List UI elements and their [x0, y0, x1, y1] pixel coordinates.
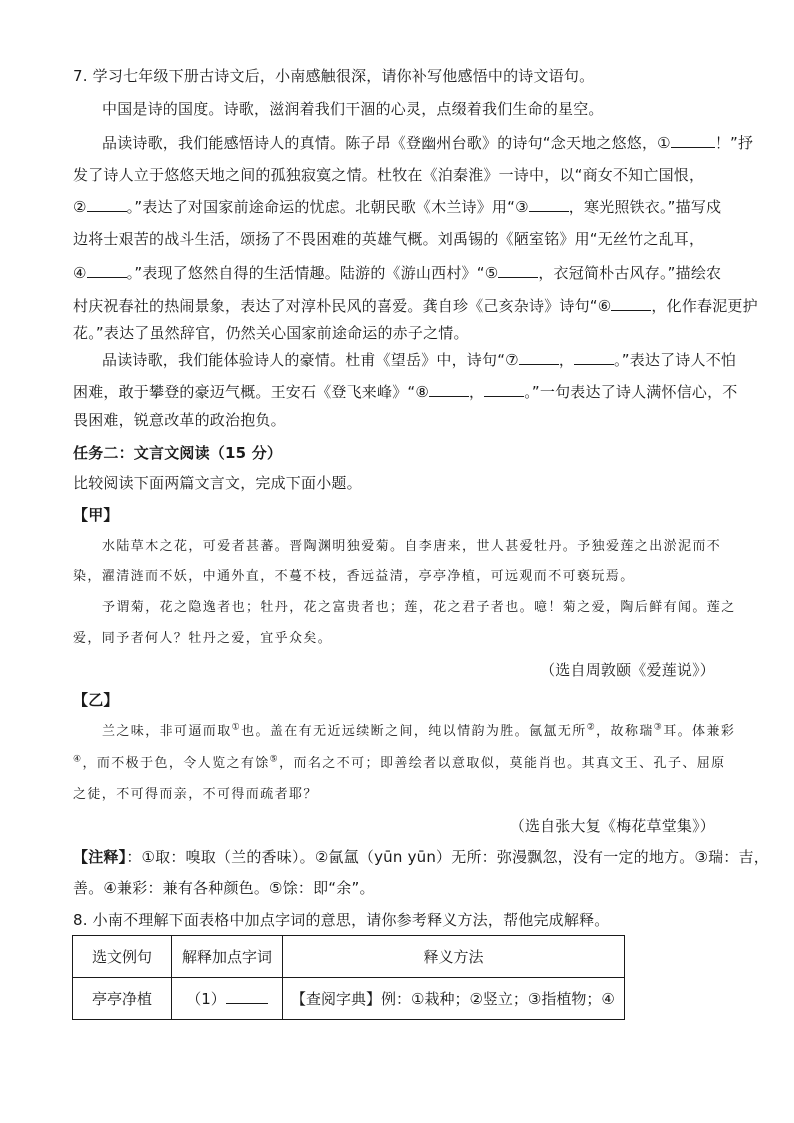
task2-intro: 比较阅读下面两篇文言文，完成下面小题。 — [73, 474, 362, 492]
answer-blank-1[interactable] — [671, 132, 715, 148]
note-ref-5: ⑤ — [269, 754, 280, 765]
table-cell-answer — [172, 978, 283, 1020]
answer-blank-8b[interactable] — [484, 381, 524, 397]
text-segment: ，而不极于色，令人览之有馀 — [82, 756, 270, 771]
note-ref-4: ④ — [73, 754, 83, 765]
answer-blank-2[interactable] — [87, 196, 127, 212]
text-segment: ，寒光照铁衣。”描写戍 — [568, 198, 722, 216]
table-cell-method: 【查阅字典】例：①栽种；②竖立；③指植物；④ — [283, 978, 625, 1020]
jia-source: （选自周敦颐《爱莲说》） — [540, 661, 715, 679]
answer-blank-table-1[interactable] — [226, 988, 268, 1004]
answer-blank-7a[interactable] — [519, 349, 559, 365]
text-segment: ② — [73, 198, 87, 216]
notes-line-2: 善。④兼彩：兼有各种颜色。⑤馀：即“余”。 — [73, 879, 375, 897]
table-header: 选文例句 — [73, 936, 172, 978]
text-segment: ④ — [73, 264, 87, 282]
q7-p3-line-1 — [102, 349, 736, 370]
text-segment: 兰之味，非可逼而取 — [102, 724, 232, 739]
q7-p3-line-3: 畏困难，锐意改革的政治抱负。 — [73, 411, 286, 429]
table-cell-example: 亭亭净植 — [73, 978, 172, 1020]
text-segment: 也。盖在有无近远续断之间，纯以情韵为胜。氤氲无所 — [241, 724, 587, 739]
note-ref-3: ③ — [653, 722, 664, 733]
q7-p2-line-3 — [73, 196, 721, 217]
jia-text-line-2: 染，濯清涟而不妖，中通外直，不蔓不枝，香远益清，亭亭净植，可远观而不可亵玩焉。 — [73, 569, 635, 584]
text-segment: ，衣冠简朴古风存。”描绘农 — [538, 264, 722, 282]
text-segment: ，故称瑞 — [596, 724, 654, 739]
text-segment: 品读诗歌，我们能感悟诗人的真情。陈子昂《登幽州台歌》的诗句“念天地之悠悠，① — [102, 134, 671, 152]
q7-p2-line-1 — [102, 132, 753, 153]
text-segment: ， — [469, 383, 485, 401]
table-header: 释义方法 — [283, 936, 625, 978]
text-segment: 。”表达了诗人不怕 — [614, 351, 737, 369]
table-row — [73, 978, 625, 1020]
note-ref-1: ① — [231, 722, 242, 733]
q7-stem: 7. 学习七年级下册古诗文后，小南感触很深，请你补写他感悟中的诗文语句。 — [73, 67, 595, 85]
text-segment: ：①取：嗅取（兰的香味）。②氤氲（yūn yūn）无所：弥漫飘忽，没有一定的地方。③瑞：吉， — [126, 848, 769, 866]
q7-p2-line-7: 花。”表达了虽然辞官，仍然关心国家前途命运的赤子之情。 — [73, 324, 469, 342]
text-segment: 村庆祝春社的热闹景象，表达了对淳朴民风的喜爱。龚自珍《己亥杂诗》诗句“⑥ — [73, 297, 612, 315]
q7-p2-line-6 — [73, 295, 758, 316]
table-header: 解释加点字词 — [172, 936, 283, 978]
text-segment: ！”抒 — [714, 134, 754, 152]
yi-source: （选自张大复《梅花草堂集》） — [509, 817, 715, 835]
text-segment: ，化作春泥更护 — [651, 297, 758, 315]
q8-stem: 8. 小南不理解下面表格中加点字词的意思，请你参考释义方法，帮他完成解释。 — [73, 911, 610, 929]
answer-blank-8a[interactable] — [429, 381, 469, 397]
text-segment: 耳。体兼彩 — [663, 724, 736, 739]
text-segment: 。”一句表达了诗人满怀信心，不 — [524, 383, 738, 401]
q7-p2-line-4: 边将士艰苦的战斗生活，颂扬了不畏困难的英雄气概。刘禹锡的《陋室铭》用“无丝竹之乱耳， — [73, 230, 705, 248]
text-segment: 困难，敢于攀登的豪迈气概。王安石《登飞来峰》“⑧ — [73, 383, 430, 401]
jia-label: 【甲】 — [73, 506, 119, 524]
task2-heading: 任务二：文言文阅读（15 分） — [73, 444, 283, 462]
text-segment: 。”表现了悠然自得的生活情趣。陆游的《游山西村》“⑤ — [126, 264, 499, 282]
answer-blank-3[interactable] — [529, 196, 569, 212]
notes-label: 【注释】 — [73, 848, 127, 866]
q7-p3-line-2 — [73, 381, 738, 402]
table-header-row — [73, 936, 625, 978]
text-segment: ，而名之不可；即善绘者以意取似，莫能肖也。其真文王、孔子、屈原 — [279, 756, 726, 771]
jia-text-line-3: 予谓菊，花之隐逸者也；牡丹，花之富贵者也；莲，花之君子者也。噫！菊之爱，陶后鲜有闻。莲之 — [102, 600, 736, 615]
yi-text-line-3: 之徒，不可得而亲，不可得而疏者耶？ — [73, 787, 318, 802]
yi-text-line-1 — [102, 722, 735, 742]
q7-p2-line-5 — [73, 262, 721, 283]
jia-text-line-4: 爱，同予者何人？牡丹之爱，宜乎众矣。 — [73, 631, 333, 646]
answer-blank-5[interactable] — [498, 262, 538, 278]
answer-blank-4[interactable] — [87, 262, 127, 278]
answer-blank-7b[interactable] — [574, 349, 614, 365]
q7-paragraph-1: 中国是诗的国度。诗歌，滋润着我们干涸的心灵，点缀着我们生命的星空。 — [102, 100, 604, 118]
answer-blank-6[interactable] — [611, 295, 651, 311]
text-segment: 品读诗歌，我们能体验诗人的豪情。杜甫《望岳》中，诗句“⑦ — [102, 351, 519, 369]
note-ref-2: ② — [586, 722, 597, 733]
text-segment: ， — [558, 351, 575, 369]
yi-text-line-2 — [73, 754, 726, 774]
text-segment: 。”表达了对国家前途命运的忧虑。北朝民歌《木兰诗》用“③ — [126, 198, 529, 216]
yi-label: 【乙】 — [73, 691, 119, 709]
answer-number: （1） — [186, 990, 226, 1008]
jia-text-line-1: 水陆草木之花，可爱者甚蕃。晋陶渊明独爱菊。自李唐来，世人甚爱牡丹。予独爱莲之出淤泥而不 — [102, 539, 722, 554]
q8-table — [72, 935, 625, 1020]
notes-line-1 — [73, 847, 769, 867]
q7-p2-line-2: 发了诗人立于悠悠天地之间的孤独寂寞之情。杜牧在《泊秦淮》一诗中，以“商女不知亡国恨， — [73, 166, 705, 184]
